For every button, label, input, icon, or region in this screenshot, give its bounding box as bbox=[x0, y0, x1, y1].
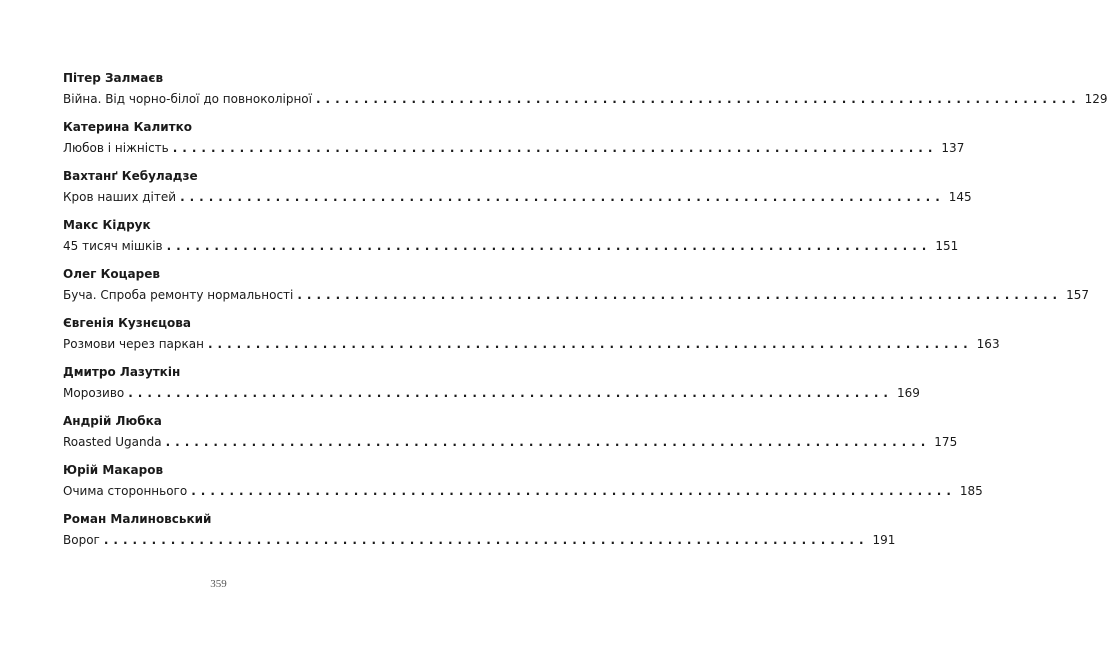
dot-leader: ................................................................................ bbox=[103, 533, 869, 547]
toc-author: Андрій Любка bbox=[63, 414, 162, 428]
toc-author: Євгенія Кузнєцова bbox=[63, 316, 191, 330]
toc-entry bbox=[63, 510, 896, 559]
page-number-footer: 359 bbox=[210, 578, 227, 590]
toc-page-number: 157 bbox=[1066, 288, 1089, 302]
toc-line[interactable] bbox=[63, 90, 1108, 108]
toc-line[interactable] bbox=[63, 335, 1000, 353]
toc-line[interactable] bbox=[63, 188, 972, 206]
toc-line[interactable] bbox=[63, 384, 920, 402]
dot-leader: ................................................................................ bbox=[207, 337, 973, 351]
toc-title: Буча. Спроба ремонту нормальності bbox=[63, 288, 294, 302]
toc-page-number: 151 bbox=[935, 239, 959, 253]
toc-line[interactable] bbox=[63, 286, 1089, 304]
toc-title: Ворог bbox=[63, 533, 100, 547]
toc-page-number: 185 bbox=[959, 484, 983, 498]
toc-entry bbox=[63, 167, 972, 216]
toc-author: Макс Кідрук bbox=[63, 218, 151, 232]
toc-page-number: 163 bbox=[976, 337, 1000, 351]
toc-author: Олег Коцарев bbox=[63, 267, 160, 281]
toc-entry bbox=[63, 363, 920, 412]
toc-entry bbox=[63, 461, 983, 510]
toc-author: Дмитро Лазуткін bbox=[63, 365, 181, 379]
dot-leader: ................................................................................ bbox=[191, 484, 956, 498]
toc-title: Roasted Uganda bbox=[63, 435, 162, 449]
toc-page-number: 129 bbox=[1084, 92, 1108, 106]
toc-line[interactable] bbox=[63, 482, 983, 500]
toc-author: Роман Малиновський bbox=[63, 512, 212, 526]
dot-leader: ................................................................................ bbox=[172, 141, 938, 155]
toc-title: Любов і ніжність bbox=[63, 141, 169, 155]
toc-entry bbox=[63, 216, 959, 265]
dot-leader: ................................................................................ bbox=[166, 239, 932, 253]
toc-author: Вахтанґ Кебуладзе bbox=[63, 169, 198, 183]
toc-line[interactable] bbox=[63, 237, 959, 255]
toc-page-number: 175 bbox=[934, 435, 958, 449]
toc-line[interactable] bbox=[63, 433, 958, 451]
table-of-contents bbox=[63, 69, 1108, 559]
toc-page-number: 145 bbox=[948, 190, 972, 204]
toc-author: Катерина Калитко bbox=[63, 120, 193, 134]
toc-line[interactable] bbox=[63, 139, 965, 157]
toc-page-number: 191 bbox=[872, 533, 896, 547]
dot-leader: ................................................................................ bbox=[297, 288, 1063, 302]
toc-title: Війна. Від чорно-білої до повноколірної bbox=[63, 92, 312, 106]
toc-entry bbox=[63, 412, 958, 461]
toc-entry bbox=[63, 69, 1108, 118]
toc-title: Розмови через паркан bbox=[63, 337, 204, 351]
dot-leader: ................................................................................ bbox=[315, 92, 1081, 106]
dot-leader: ................................................................................ bbox=[180, 190, 945, 204]
toc-author: Юрій Макаров bbox=[63, 463, 164, 477]
toc-author: Пітер Залмаєв bbox=[63, 71, 164, 85]
dot-leader: ................................................................................ bbox=[128, 386, 893, 400]
toc-line[interactable] bbox=[63, 531, 896, 549]
toc-title: Очима стороннього bbox=[63, 484, 188, 498]
toc-page-number: 169 bbox=[896, 386, 920, 400]
toc-page-number: 137 bbox=[941, 141, 965, 155]
toc-entry bbox=[63, 118, 965, 167]
toc-title: Кров наших дітей bbox=[63, 190, 177, 204]
toc-title: Морозиво bbox=[63, 386, 125, 400]
toc-title: 45 тисяч мішків bbox=[63, 239, 163, 253]
toc-entry bbox=[63, 314, 1000, 363]
dot-leader: ................................................................................ bbox=[165, 435, 931, 449]
toc-entry bbox=[63, 265, 1089, 314]
